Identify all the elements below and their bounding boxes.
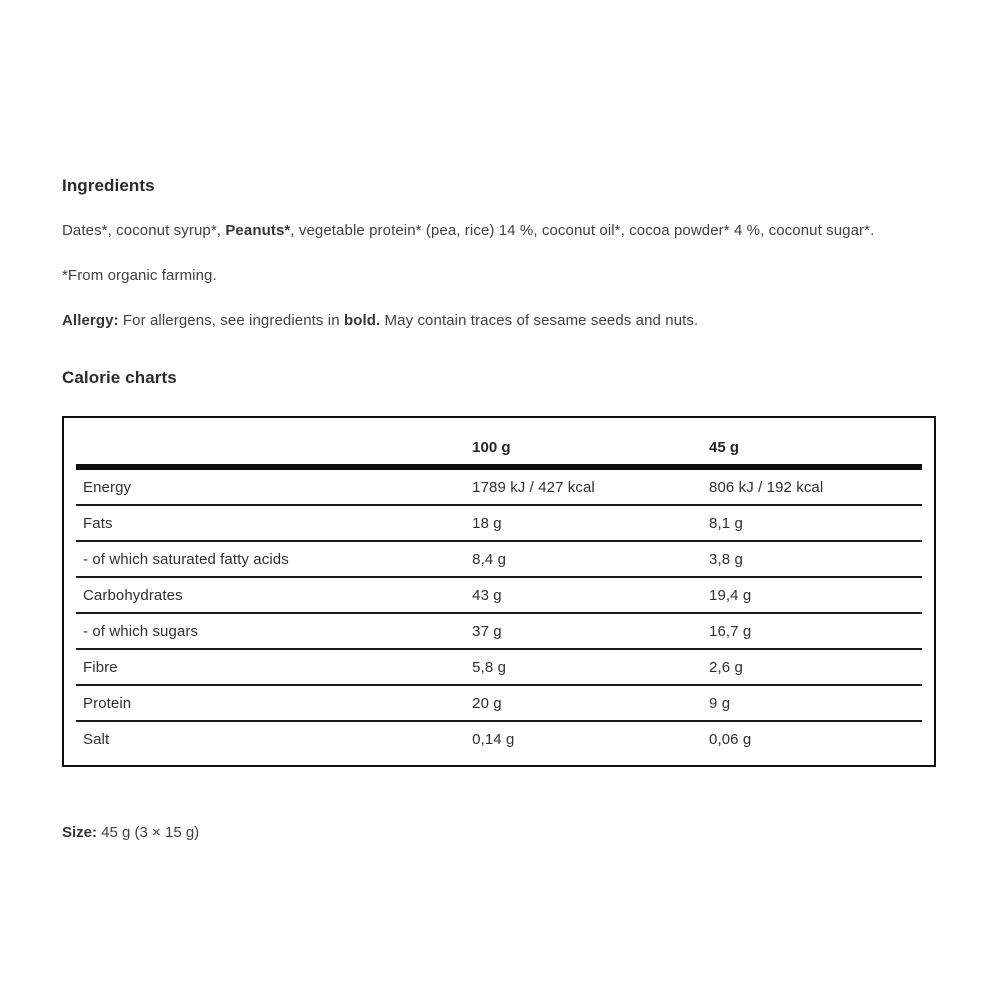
value-45g: 9 g [702,685,922,721]
column-header-45g: 45 g [702,418,922,467]
value-45g: 16,7 g [702,613,922,649]
value-100g: 43 g [465,577,702,613]
size-value: 45 g (3 × 15 g) [97,824,200,841]
table-header-row [76,418,922,467]
allergy-text-start: For allergens, see ingredients in [118,312,344,329]
table-row [76,721,922,756]
value-45g: 806 kJ / 192 kcal [702,467,922,505]
table-row [76,577,922,613]
column-header-empty [76,418,465,467]
value-45g: 3,8 g [702,541,922,577]
table-row [76,467,922,505]
allergy-bold-word: bold. [343,312,381,329]
value-100g: 0,14 g [472,731,515,748]
ingredients-text-end: , vegetable protein* (pea, rice) 14 %, coconut oil*, cocoa powder* 4 %, coconut sugar*. [290,222,875,239]
ingredients-text [62,220,936,242]
nutrition-table [76,418,922,756]
table-row [76,541,922,577]
row-label: Fibre [76,649,465,685]
value-45g: 2,6 g [702,649,922,685]
row-label: - of which sugars [76,613,465,649]
row-label: Energy [76,467,465,505]
organic-farming-note: *From organic farming. [62,267,217,284]
value-100g: 18 g [465,505,702,541]
value-100g: 37 g [465,613,702,649]
value-45g: 19,4 g [702,577,922,613]
size-label: Size: [62,824,98,841]
allergy-text-end: May contain traces of sesame seeds and nuts. [380,312,699,329]
row-label: Carbohydrates [76,577,465,613]
allergy-label: Allergy: [62,312,119,329]
row-label: Protein [76,685,465,721]
table-row [76,685,922,721]
size-note [62,822,936,844]
calorie-charts-heading: Calorie charts [62,368,177,387]
value-45g: 8,1 g [702,505,922,541]
value-100g: 1789 kJ / 427 kcal [465,467,702,505]
ingredients-heading: Ingredients [62,176,155,195]
row-label: Salt [83,731,110,748]
ingredients-text-start: Dates*, coconut syrup*, [62,222,226,239]
row-label: - of which saturated fatty acids [76,541,465,577]
ingredients-allergen-bold: Peanuts* [225,222,291,239]
row-label: Fats [76,505,465,541]
value-100g: 5,8 g [465,649,702,685]
table-row [76,613,922,649]
table-row [76,649,922,685]
value-100g: 8,4 g [465,541,702,577]
column-header-100g: 100 g [465,418,702,467]
value-45g: 0,06 g [709,731,752,748]
table-row [76,505,922,541]
value-100g: 20 g [465,685,702,721]
allergy-note [62,310,936,332]
nutrition-table-container [62,416,936,767]
